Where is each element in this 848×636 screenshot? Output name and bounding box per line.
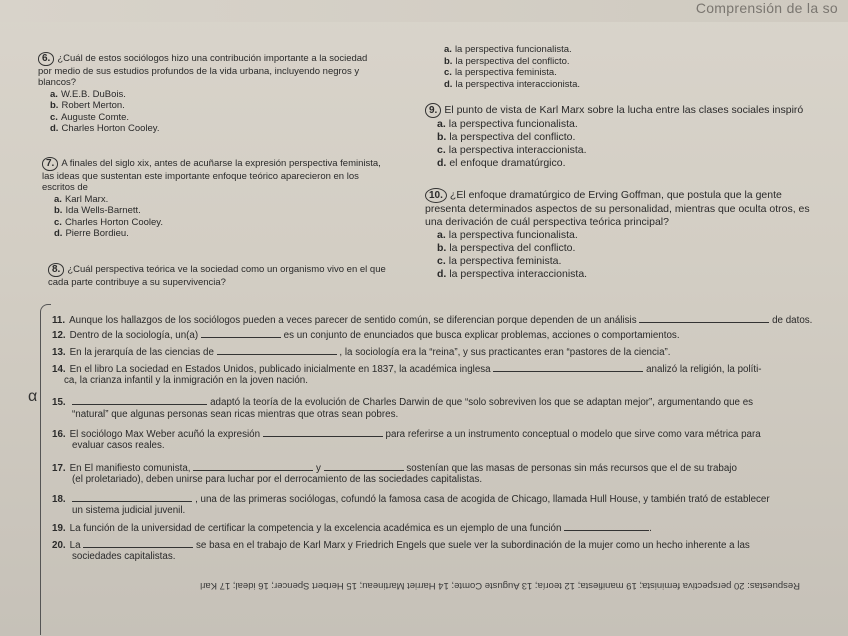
- option-a[interactable]: a. W.E.B. DuBois.: [50, 88, 126, 100]
- option-c[interactable]: c. la perspectiva feminista.: [444, 67, 557, 78]
- fill-item-20-cont: sociedades capitalistas.: [72, 551, 176, 562]
- fill-item-15: 15. adaptó la teoría de la evolución de Charles Darwin de que “solo sobreviven los que se adaptan mejor”, argumentando que es: [52, 397, 754, 408]
- fill-item-14-cont: ca, la crianza infantil y la inmigración en la joven nación.: [64, 375, 308, 386]
- question-text: El punto de vista de Karl Marx sobre la lucha entre las clases sociales inspiró: [444, 104, 804, 116]
- option-d[interactable]: d. el enfoque dramatúrgico.: [437, 157, 566, 169]
- fill-item-13: 13. En la jerarquía de las ciencias de , la sociología era la “reina”, y sus practicantes eran “pastores de la ciencia”.: [52, 347, 671, 358]
- answer-blank[interactable]: [83, 538, 193, 548]
- option-d[interactable]: d. la perspectiva interaccionista.: [437, 268, 588, 280]
- question-7: [42, 157, 387, 240]
- answer-key-upside-down: Respuestas: 20 perspectiva feminista; 19 manifiesta; 12 teoría; 13 Auguste Comte; 14 Harriet Martineau; 15 Herbert Spencer; 16 ideal; 17 Karl: [200, 580, 800, 591]
- option-b[interactable]: b. la perspectiva del conflicto.: [437, 131, 576, 143]
- question-6-stem: [38, 52, 383, 89]
- fill-item-15-cont: “natural” que algunas personas sean ricas mientras que otras sean pobres.: [72, 409, 399, 420]
- fill-item-12: 12. Dentro de la sociología, un(a) es un conjunto de enunciados que busca explicar problemas, acciones o comportamientos.: [52, 330, 680, 341]
- question-6: [38, 52, 383, 135]
- fill-item-14: 14. En el libro La sociedad en Estados Unidos, publicado inicialmente en 1837, la académica inglesa analizó la religión, la políti-: [52, 364, 762, 375]
- fill-item-18-cont: un sistema judicial juvenil.: [72, 505, 186, 516]
- fill-item-20: 20. La se basa en el trabajo de Karl Marx y Friedrich Engels que suele ver la subordinación de la mujer como un hecho inherente a las: [52, 540, 750, 551]
- option-b[interactable]: b. la perspectiva del conflicto.: [437, 242, 576, 254]
- question-text: ¿Cuál perspectiva teórica ve la sociedad como un organismo vivo en el que cada parte contribuye a su supervivencia?: [48, 264, 386, 288]
- question-7-stem: [42, 157, 387, 194]
- answer-blank[interactable]: [72, 395, 207, 405]
- option-b[interactable]: b. Ida Wells-Barnett.: [54, 205, 141, 216]
- option-a[interactable]: a. la perspectiva funcionalista.: [437, 229, 578, 241]
- fill-item-18: 18. , una de las primeras sociólogas, cofundó la famosa casa de acogida de Chicago, llamada Hull House, y también trató de establecer: [52, 494, 770, 505]
- fill-item-16-cont: evaluar casos reales.: [72, 440, 165, 451]
- question-text: A finales del siglo xix, antes de acuñarse la expresión perspectiva feminista, las ideas que sustentan este importante enfoque teórico aparecieron en los escritos de: [42, 158, 381, 193]
- question-number: 10.: [425, 188, 447, 203]
- option-c[interactable]: c. la perspectiva feminista.: [437, 255, 562, 267]
- margin-mark: α: [28, 388, 38, 405]
- option-c[interactable]: c. la perspectiva interaccionista.: [437, 144, 587, 156]
- question-number: 7.: [42, 157, 58, 171]
- question-8-options: [432, 44, 692, 90]
- answer-blank[interactable]: [217, 345, 337, 355]
- question-number: 8.: [48, 263, 64, 277]
- fill-item-11: 11. Aunque los hallazgos de los sociólogos pueden a veces parecer de sentido común, se diferencian porque dependen de un análisis de datos.: [52, 315, 813, 326]
- question-number: 6.: [38, 52, 54, 66]
- fill-item-17: 17. En El manifiesto comunista, y sostenían que las masas de personas sin más recursos que el de su trabajo: [52, 463, 737, 474]
- option-a[interactable]: a. la perspectiva funcionalista.: [437, 118, 578, 130]
- answer-blank[interactable]: [493, 362, 643, 372]
- answer-blank[interactable]: [193, 461, 313, 471]
- option-a[interactable]: a. Karl Marx.: [54, 193, 109, 205]
- option-b[interactable]: b. Robert Merton.: [50, 100, 125, 111]
- option-b[interactable]: b. la perspectiva del conflicto.: [444, 55, 570, 67]
- answer-blank[interactable]: [263, 427, 383, 437]
- page-header: Comprensión de la so: [695, 0, 838, 16]
- option-a[interactable]: a. la perspectiva funcionalista.: [444, 44, 572, 55]
- fill-item-16: 16. El sociólogo Max Weber acuñó la expresión para referirse a un instrumento conceptual o modelo que sirve como vara métrica para: [52, 429, 761, 440]
- option-c[interactable]: c. Auguste Comte.: [50, 111, 130, 123]
- question-10-stem: [425, 188, 810, 229]
- answer-blank[interactable]: [564, 521, 649, 531]
- question-9: [425, 103, 815, 170]
- question-text: ¿El enfoque dramatúrgico de Erving Goffman, que postula que la gente presenta determinados aspectos de su personalidad, mientras que oculta otros, es una derivación de cuál perspectiva teórica principal?: [425, 189, 810, 228]
- answer-blank[interactable]: [72, 492, 192, 502]
- answer-blank[interactable]: [639, 313, 769, 323]
- fill-item-17-cont: (el proletariado), deben unirse para luchar por el derrocamiento de las sociedades capitalistas.: [72, 474, 483, 485]
- answer-blank[interactable]: [201, 328, 281, 338]
- option-d[interactable]: d. Pierre Bordieu.: [54, 228, 129, 239]
- question-text: ¿Cuál de estos sociólogos hizo una contribución importante a la sociedad por medio de sus estudios profundos de la vida urbana, incluyendo negros y blancos?: [38, 53, 368, 88]
- answer-blank[interactable]: [324, 461, 404, 471]
- fill-item-19: 19. La función de la universidad de certificar la competencia y la excelencia académica es un ejemplo de una función .: [52, 523, 652, 534]
- question-8-stem: [48, 263, 388, 288]
- option-d[interactable]: d. Charles Horton Cooley.: [50, 123, 160, 134]
- option-d[interactable]: d. la perspectiva interaccionista.: [444, 78, 581, 90]
- question-9-stem: [425, 103, 815, 118]
- question-10: [425, 188, 810, 281]
- question-number: 9.: [425, 103, 441, 118]
- option-c[interactable]: c. Charles Horton Cooley.: [54, 216, 163, 228]
- question-8: [48, 263, 388, 288]
